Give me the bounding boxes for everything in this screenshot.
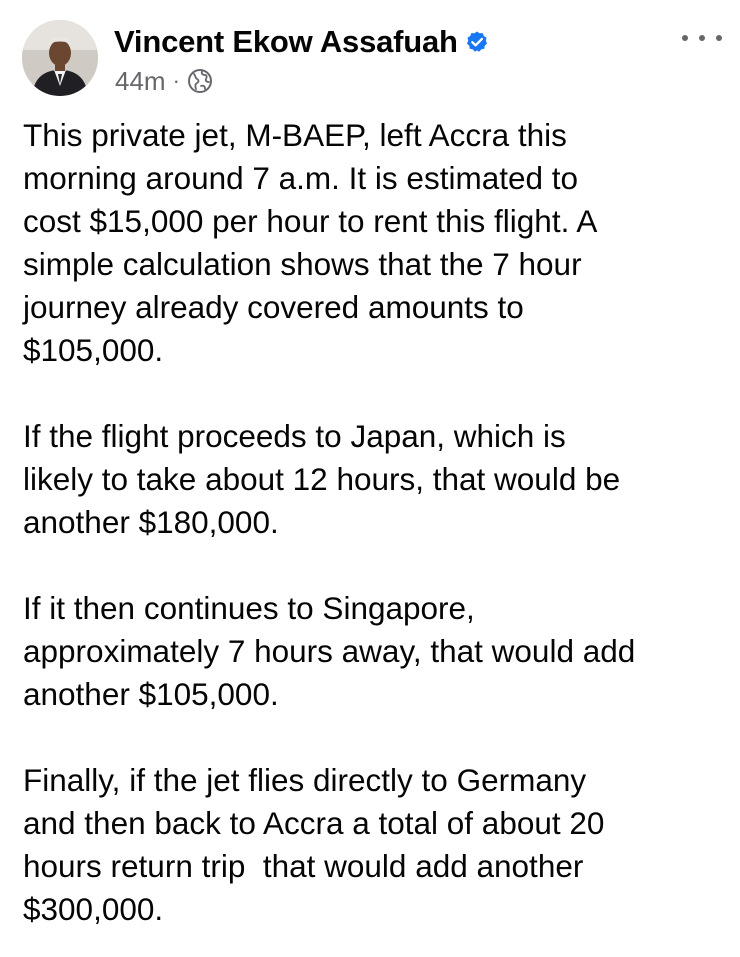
post-body	[23, 114, 723, 957]
more-options-icon[interactable]	[682, 28, 722, 48]
post-paragraph: If the flight proceeds to Japan, which is likely to take about 12 hours, that would be another $180,000.	[23, 418, 621, 540]
meta-separator: ·	[172, 68, 180, 93]
profile-photo-icon	[22, 20, 98, 96]
post-meta	[115, 64, 213, 98]
avatar[interactable]	[22, 20, 98, 96]
post-time[interactable]: 44m	[115, 65, 166, 96]
more-dot	[682, 35, 688, 41]
more-dot	[699, 35, 705, 41]
author-name[interactable]: Vincent Ekow Assafuah	[114, 24, 458, 59]
post-paragraph: This private jet, M-BAEP, left Accra this morning around 7 a.m. It is estimated to cost $15,000 per hour to rent this flight. A simple calculation shows that the 7 hour journey already covered amounts to $105,000.	[23, 117, 598, 368]
post-paragraph: If it then continues to Singapore, approximately 7 hours away, that would add another $105,000.	[23, 590, 636, 712]
post-paragraph: Finally, if the jet flies directly to Germany and then back to Accra a total of about 20 hours return trip that would add another $300,000.	[23, 762, 605, 927]
more-dot	[716, 35, 722, 41]
verified-badge-icon	[465, 30, 489, 54]
post-header	[22, 18, 722, 100]
globe-icon[interactable]	[187, 68, 213, 94]
author-row	[114, 20, 489, 64]
